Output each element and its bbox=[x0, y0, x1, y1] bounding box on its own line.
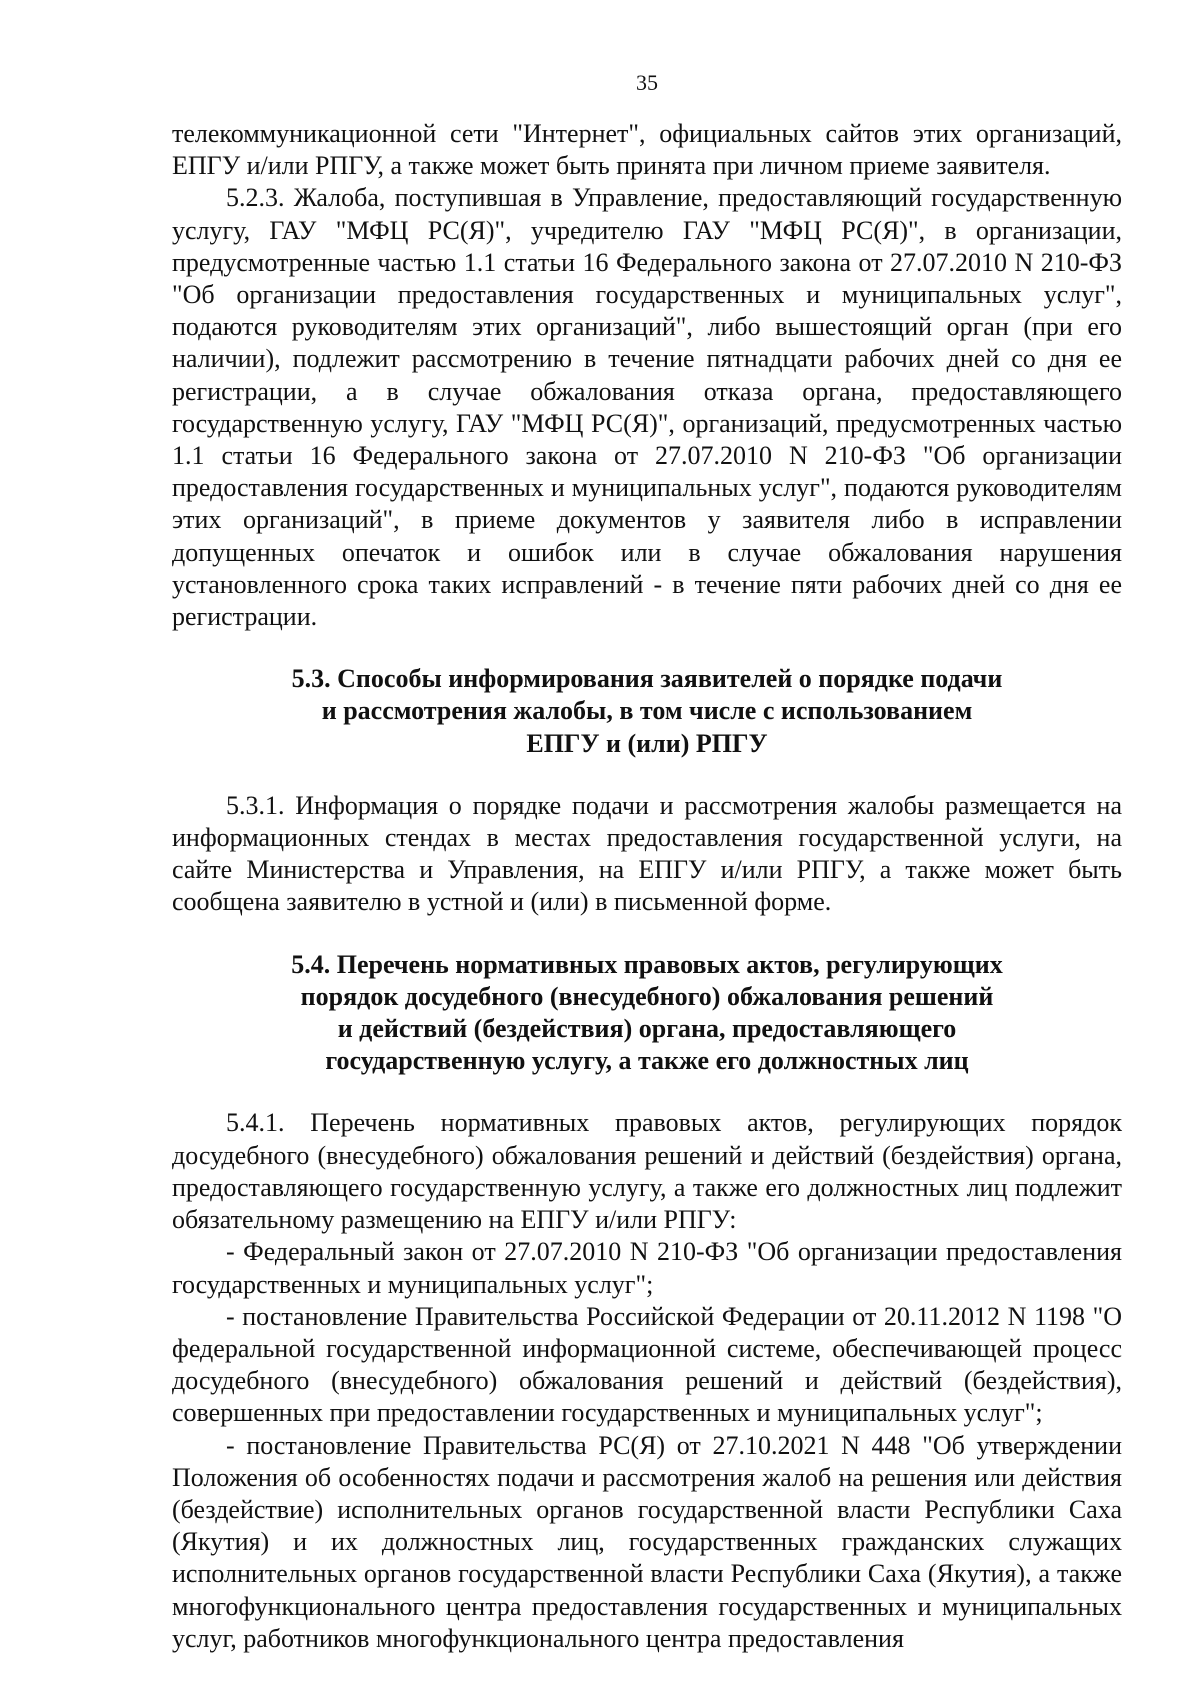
heading-5-4-line-3: и действий (бездействия) органа, предоставляющего bbox=[337, 1014, 957, 1044]
list-item-government-decree-1198: - постановление Правительства Российской Федерации от 20.11.2012 N 1198 "О федеральной государственной информационной системе, обеспечивающей процесс досудебного (внесудебного) обжалования решений и действий (бездействия), совершенных при предоставлении государственных и муниципальных услуг"; bbox=[172, 1301, 1122, 1428]
paragraph-5-3-1: 5.3.1. Информация о порядке подачи и рассмотрения жалобы размещается на информационных стендах в местах предоставления государственной услуги, на сайте Министерства и Управления, на ЕПГУ и/или РПГУ, а также может быть сообщена заявителю в устной и (или) в письменной форме. bbox=[172, 790, 1122, 917]
page-number: 35 bbox=[636, 70, 658, 95]
section-heading-5-4 bbox=[172, 949, 1122, 1078]
paragraph-5-2-3: 5.2.3. Жалоба, поступившая в Управление, предоставляющий государственную услугу, ГАУ "МФЦ РС(Я)", учредителю ГАУ "МФЦ РС(Я)", в организации, предусмотренные частью 1.1 статьи 16 Федерального закона от 27.07.2010 N 210-ФЗ "Об организации предоставления государственных и муниципальных услуг", подаются руководителям этих организаций", либо вышестоящий орган (при его наличии), подлежит рассмотрению в течение пятнадцати рабочих дней со дня ее регистрации, а в случае обжалования отказа органа, предоставляющего государственную услугу, ГАУ "МФЦ РС(Я)", организаций, предусмотренных частью 1.1 статьи 16 Федерального закона от 27.07.2010 N 210-ФЗ "Об организации предоставления государственных и муниципальных услуг", подаются руководителям этих организаций", в приеме документов у заявителя либо в исправлении допущенных опечаток и ошибок или в случае обжалования нарушения установленного срока таких исправлений - в течение пяти рабочих дней со дня ее регистрации. bbox=[172, 183, 1122, 632]
heading-5-4-line-2: порядок досудебного (внесудебного) обжалования решений bbox=[300, 981, 994, 1011]
paragraph-continuation: телекоммуникационной сети "Интернет", официальных сайтов этих организаций, ЕПГУ и/или РПГУ, а также может быть принята при личном приеме заявителя. bbox=[172, 119, 1122, 181]
heading-5-3-line-1: 5.3. Способы информирования заявителей о порядке подачи bbox=[291, 664, 1003, 694]
heading-5-3-line-2: и рассмотрения жалобы, в том числе с использованием bbox=[321, 696, 973, 726]
paragraph-5-4-1: 5.4.1. Перечень нормативных правовых актов, регулирующих порядок досудебного (внесудебного) обжалования решений и действий (бездействия) органа, предоставляющего государственную услугу, а также его должностных лиц подлежит обязательному размещению на ЕПГУ и/или РПГУ: bbox=[172, 1108, 1122, 1235]
section-heading-5-3 bbox=[172, 663, 1122, 760]
spacer bbox=[172, 760, 1122, 790]
spacer bbox=[172, 633, 1122, 663]
heading-5-3-line-3: ЕПГУ и (или) РПГУ bbox=[526, 728, 768, 758]
spacer bbox=[172, 919, 1122, 949]
list-item-government-decree-448: - постановление Правительства РС(Я) от 27.10.2021 N 448 "Об утверждении Положения об особенностях подачи и рассмотрения жалоб на решения или действия (бездействие) исполнительных органов государственной власти Республики Саха (Якутия) и их должностных лиц, государственных гражданских служащих исполнительных органов государственной власти Республики Саха (Якутия), а также многофункционального центра предоставления государственных и муниципальных услуг, работников многофункционального центра предоставления bbox=[172, 1430, 1122, 1653]
heading-5-4-line-4: государственную услугу, а также его должностных лиц bbox=[325, 1046, 969, 1076]
spacer bbox=[172, 1077, 1122, 1107]
list-item-federal-law: - Федеральный закон от 27.07.2010 N 210-ФЗ "Об организации предоставления государственных и муниципальных услуг"; bbox=[172, 1237, 1122, 1299]
document-body bbox=[172, 118, 1122, 1655]
heading-5-4-line-1: 5.4. Перечень нормативных правовых актов, регулирующих bbox=[291, 949, 1003, 979]
